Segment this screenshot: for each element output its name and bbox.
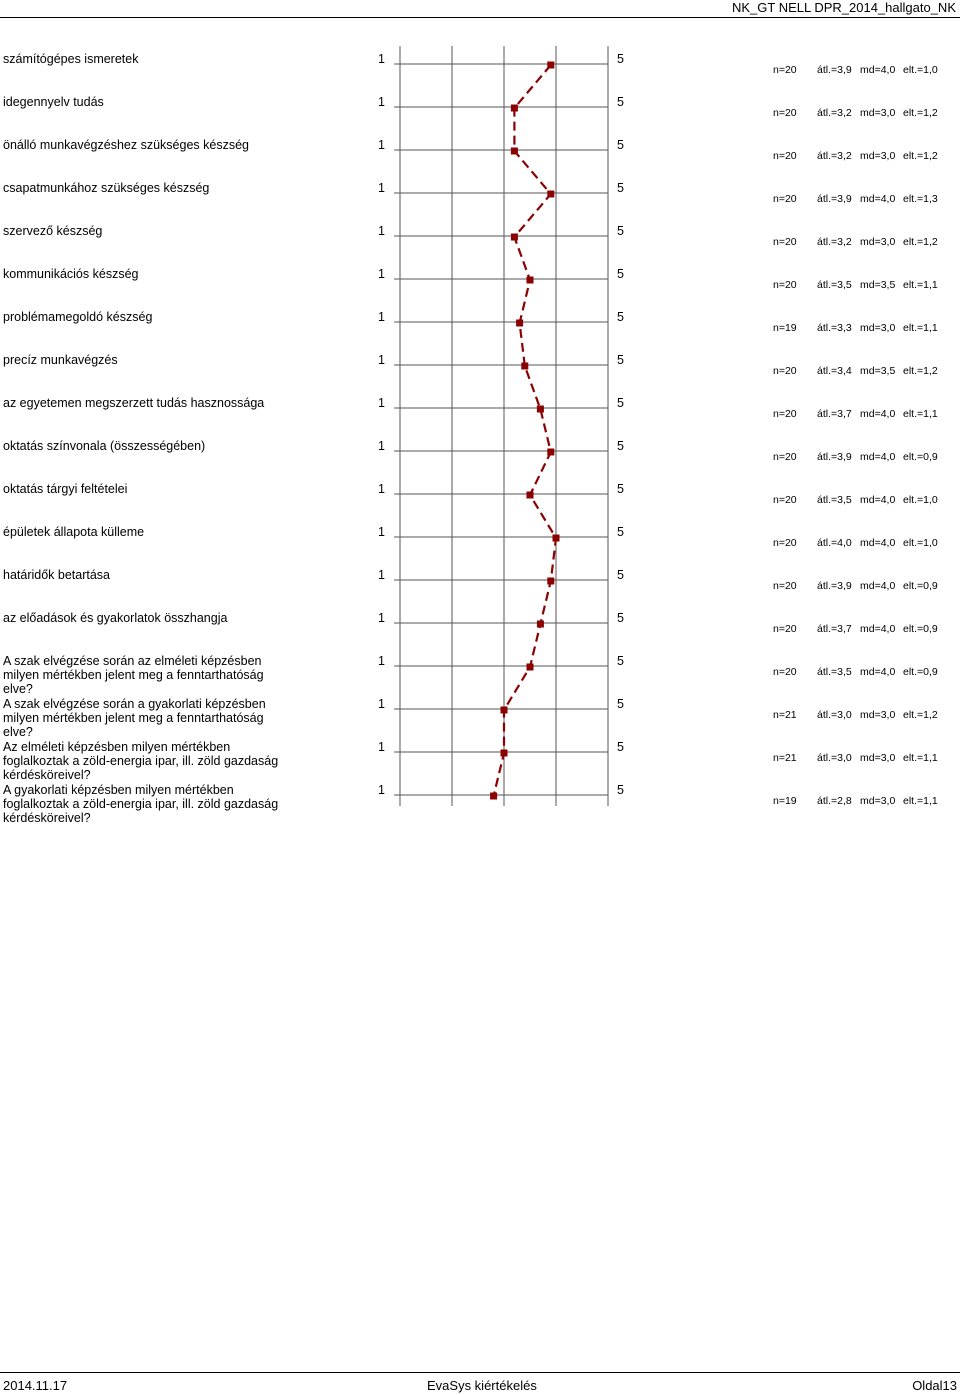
scale-min-label: 1 (378, 740, 385, 754)
stat-median: md=3,0 (860, 795, 896, 807)
stat-n: n=21 (773, 709, 797, 721)
scale-max-label: 5 (617, 654, 624, 668)
scale-min-label: 1 (378, 224, 385, 238)
stat-mean: átl.=3,0 (817, 709, 852, 721)
stat-median: md=4,0 (860, 494, 896, 506)
stat-mean: átl.=3,9 (817, 193, 852, 205)
stat-median: md=3,0 (860, 150, 896, 162)
stat-n: n=19 (773, 322, 797, 334)
mean-marker (511, 148, 518, 155)
stat-sd: elt.=0,9 (903, 580, 938, 592)
stat-n: n=20 (773, 494, 797, 506)
stat-mean: átl.=3,7 (817, 408, 852, 420)
scale-min-label: 1 (378, 181, 385, 195)
stat-n: n=20 (773, 623, 797, 635)
scale-max-label: 5 (617, 697, 624, 711)
mean-profile-line (494, 65, 556, 796)
scale-max-label: 5 (617, 568, 624, 582)
item-label: problémamegoldó készség (3, 310, 153, 324)
stat-median: md=4,0 (860, 64, 896, 76)
item-label: épületek állapota külleme (3, 525, 145, 539)
stat-n: n=20 (773, 365, 797, 377)
stat-mean: átl.=3,3 (817, 322, 852, 334)
scale-max-label: 5 (617, 525, 624, 539)
stat-n: n=21 (773, 752, 797, 764)
scale-min-label: 1 (378, 611, 385, 625)
item-label: számítógépes ismeretek (3, 52, 139, 66)
mean-marker (547, 578, 554, 585)
mean-marker (516, 320, 523, 327)
stat-sd: elt.=1,0 (903, 494, 938, 506)
scale-min-label: 1 (378, 95, 385, 109)
stat-sd: elt.=1,1 (903, 752, 938, 764)
scale-max-label: 5 (617, 310, 624, 324)
scale-max-label: 5 (617, 353, 624, 367)
mean-marker (511, 234, 518, 241)
stat-mean: átl.=3,7 (817, 623, 852, 635)
stat-median: md=4,0 (860, 408, 896, 420)
item-label: A szak elvégzése során a gyakorlati képzésben milyen mértékben jelent meg a fenntarthatóság elve? (3, 697, 266, 739)
scale-max-label: 5 (617, 396, 624, 410)
stat-n: n=20 (773, 64, 797, 76)
scale-max-label: 5 (617, 783, 624, 797)
item-label: oktatás tárgyi feltételei (3, 482, 128, 496)
item-label: önálló munkavégzéshez szükséges készség (3, 138, 249, 152)
item-label: precíz munkavégzés (3, 353, 118, 367)
scale-max-label: 5 (617, 611, 624, 625)
scale-min-label: 1 (378, 52, 385, 66)
scale-max-label: 5 (617, 439, 624, 453)
stat-sd: elt.=0,9 (903, 451, 938, 463)
footer-page: Oldal13 (912, 1378, 957, 1393)
stat-mean: átl.=3,5 (817, 666, 852, 678)
mean-marker (527, 277, 534, 284)
stat-sd: elt.=1,3 (903, 193, 938, 205)
stat-sd: elt.=1,1 (903, 795, 938, 807)
stat-n: n=20 (773, 408, 797, 420)
stat-sd: elt.=1,2 (903, 709, 938, 721)
stat-n: n=20 (773, 666, 797, 678)
mean-marker (527, 664, 534, 671)
stat-mean: átl.=3,2 (817, 236, 852, 248)
item-label: idegennyelv tudás (3, 95, 104, 109)
stat-median: md=4,0 (860, 537, 896, 549)
stat-median: md=4,0 (860, 580, 896, 592)
stat-mean: átl.=3,5 (817, 279, 852, 291)
scale-min-label: 1 (378, 396, 385, 410)
stat-mean: átl.=2,8 (817, 795, 852, 807)
scale-max-label: 5 (617, 95, 624, 109)
item-label: A szak elvégzése során az elméleti képzésben milyen mértékben jelent meg a fenntarthatóság elve? (3, 654, 264, 696)
stat-n: n=20 (773, 193, 797, 205)
scale-min-label: 1 (378, 353, 385, 367)
scale-max-label: 5 (617, 740, 624, 754)
mean-marker (527, 492, 534, 499)
stat-median: md=3,0 (860, 752, 896, 764)
stat-n: n=20 (773, 150, 797, 162)
stat-mean: átl.=3,2 (817, 150, 852, 162)
mean-marker (501, 707, 508, 714)
stat-median: md=4,0 (860, 666, 896, 678)
stat-median: md=3,0 (860, 322, 896, 334)
item-label: Az elméleti képzésben milyen mértékben foglalkoztak a zöld-energia ipar, ill. zöld gazdaság kérdésköreivel? (3, 740, 279, 782)
mean-marker (547, 191, 554, 198)
stat-n: n=20 (773, 107, 797, 119)
scale-min-label: 1 (378, 525, 385, 539)
item-label: kommunikációs készség (3, 267, 139, 281)
stat-median: md=3,0 (860, 236, 896, 248)
stat-n: n=20 (773, 537, 797, 549)
scale-min-label: 1 (378, 783, 385, 797)
stat-sd: elt.=1,1 (903, 279, 938, 291)
scale-min-label: 1 (378, 482, 385, 496)
stat-sd: elt.=1,2 (903, 236, 938, 248)
stat-sd: elt.=1,0 (903, 64, 938, 76)
stat-mean: átl.=3,2 (817, 107, 852, 119)
stat-mean: átl.=3,4 (817, 365, 852, 377)
scale-max-label: 5 (617, 138, 624, 152)
scale-max-label: 5 (617, 224, 624, 238)
footer-divider (0, 1372, 960, 1373)
stat-median: md=4,0 (860, 623, 896, 635)
mean-marker (537, 621, 544, 628)
scale-min-label: 1 (378, 138, 385, 152)
stat-n: n=20 (773, 236, 797, 248)
item-label: szervező készség (3, 224, 103, 238)
stat-n: n=20 (773, 279, 797, 291)
scale-max-label: 5 (617, 52, 624, 66)
stat-n: n=20 (773, 580, 797, 592)
item-label: csapatmunkához szükséges készség (3, 181, 210, 195)
item-label: az egyetemen megszerzett tudás hasznossága (3, 396, 265, 410)
mean-marker (511, 105, 518, 112)
scale-max-label: 5 (617, 181, 624, 195)
mean-marker (537, 406, 544, 413)
item-label: az előadások és gyakorlatok összhangja (3, 611, 228, 625)
stat-sd: elt.=1,2 (903, 150, 938, 162)
scale-min-label: 1 (378, 568, 385, 582)
scale-max-label: 5 (617, 482, 624, 496)
stat-sd: elt.=1,1 (903, 322, 938, 334)
mean-marker (553, 535, 560, 542)
stat-mean: átl.=3,9 (817, 64, 852, 76)
stat-mean: átl.=3,0 (817, 752, 852, 764)
mean-marker (501, 750, 508, 757)
stat-sd: elt.=1,1 (903, 408, 938, 420)
stat-sd: elt.=1,0 (903, 537, 938, 549)
scale-max-label: 5 (617, 267, 624, 281)
stat-mean: átl.=3,5 (817, 494, 852, 506)
stat-n: n=20 (773, 451, 797, 463)
footer-center: EvaSys kiértékelés (427, 1378, 537, 1393)
stat-median: md=4,0 (860, 193, 896, 205)
stat-mean: átl.=3,9 (817, 451, 852, 463)
scale-min-label: 1 (378, 267, 385, 281)
stat-mean: átl.=4,0 (817, 537, 852, 549)
stat-n: n=19 (773, 795, 797, 807)
stat-median: md=3,0 (860, 709, 896, 721)
item-label: oktatás színvonala (összességében) (3, 439, 206, 453)
stat-median: md=4,0 (860, 451, 896, 463)
stat-mean: átl.=3,9 (817, 580, 852, 592)
mean-marker (547, 62, 554, 69)
document-title: NK_GT NELL DPR_2014_hallgato_NK (731, 0, 956, 15)
stat-sd: elt.=1,2 (903, 107, 938, 119)
item-label: A gyakorlati képzésben milyen mértékben foglalkoztak a zöld-energia ipar, ill. zöld gazdaság kérdésköreivel? (3, 783, 279, 825)
stat-median: md=3,5 (860, 279, 896, 291)
scale-min-label: 1 (378, 654, 385, 668)
scale-min-label: 1 (378, 697, 385, 711)
scale-min-label: 1 (378, 439, 385, 453)
stat-median: md=3,5 (860, 365, 896, 377)
stat-sd: elt.=0,9 (903, 623, 938, 635)
mean-marker (490, 793, 497, 800)
scale-min-label: 1 (378, 310, 385, 324)
stat-sd: elt.=1,2 (903, 365, 938, 377)
mean-marker (521, 363, 528, 370)
footer-date: 2014.11.17 (3, 1378, 68, 1393)
item-label: határidők betartása (3, 568, 111, 582)
stat-sd: elt.=0,9 (903, 666, 938, 678)
mean-marker (547, 449, 554, 456)
stat-median: md=3,0 (860, 107, 896, 119)
